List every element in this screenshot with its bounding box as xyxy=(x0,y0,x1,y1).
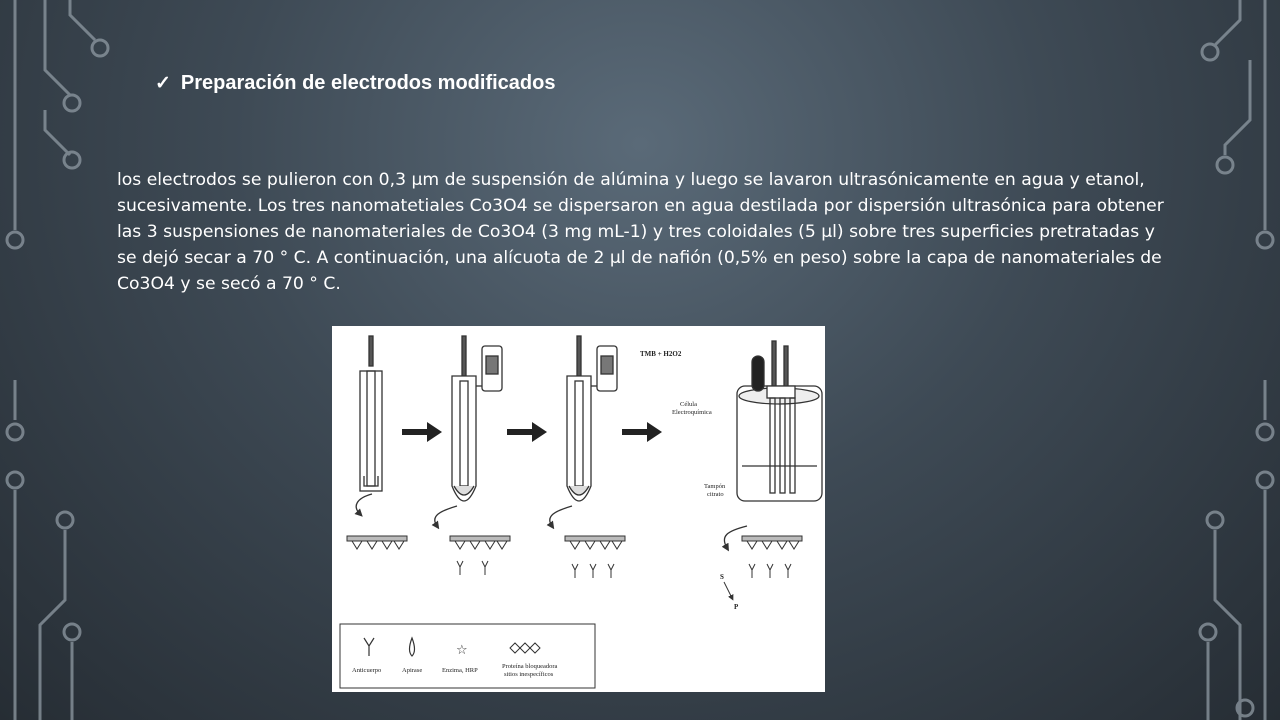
legend xyxy=(340,624,595,688)
reagent-label: TMB + H2O2 xyxy=(640,350,682,358)
slide-heading xyxy=(155,72,555,95)
star-icon: ☆ xyxy=(456,643,468,658)
circuit-decoration-right xyxy=(1170,0,1280,720)
heading-text: Preparación de electrodos modificados xyxy=(180,72,556,94)
step-arrows xyxy=(402,422,662,442)
legend-anticuerpo: Anticuerpo xyxy=(352,667,382,674)
surface-4 xyxy=(742,536,802,578)
circuit-decoration-left xyxy=(0,0,110,720)
cell-label-1: Célula xyxy=(680,401,697,408)
electrode-3 xyxy=(550,336,617,526)
legend-enzima: Enzima, HRP xyxy=(442,667,478,674)
buffer-label-2: citrato xyxy=(707,491,724,498)
cell-label-2: Electroquímica xyxy=(672,409,712,416)
surface-1 xyxy=(347,536,407,549)
check-icon: ✓ xyxy=(155,73,171,94)
body-paragraph: los electrodos se pulieron con 0,3 µm de suspensión de alúmina y luego se lavaron ultrasónicamente en agua y etanol, sucesivamente. Los tres nanomatetiales Co3O4 se dispersaron en agua destilada por dispersión ultrasónica para obtener las 3 suspensiones de nanomateriales de Co3O4 (3 mg mL-1) y tres coloidales (5 µl) sobre tres superficies pretratadas y se dejó secar a 70 ° C. A continuación, una alícuota de 2 µl de nafión (0,5% en peso) sobre la capa de nanomateriales de Co3O4 y se secó a 70 ° C. xyxy=(117,170,1164,294)
surface-3 xyxy=(565,536,625,578)
electrochemical-cell xyxy=(724,341,822,548)
electrode-2 xyxy=(435,336,502,526)
substrate-label: S xyxy=(720,573,724,581)
surface-2 xyxy=(450,536,510,575)
buffer-label-1: Tampón xyxy=(704,483,726,490)
legend-proteina-2: sitios inespecíficos xyxy=(504,671,554,678)
electrode-diagram xyxy=(332,326,825,692)
legend-apirase: Apirase xyxy=(402,667,423,674)
product-label: P xyxy=(734,603,739,611)
legend-proteina-1: Proteína bloqueadora xyxy=(502,663,558,670)
electrode-1 xyxy=(356,336,382,514)
diagram-svg xyxy=(332,326,825,692)
